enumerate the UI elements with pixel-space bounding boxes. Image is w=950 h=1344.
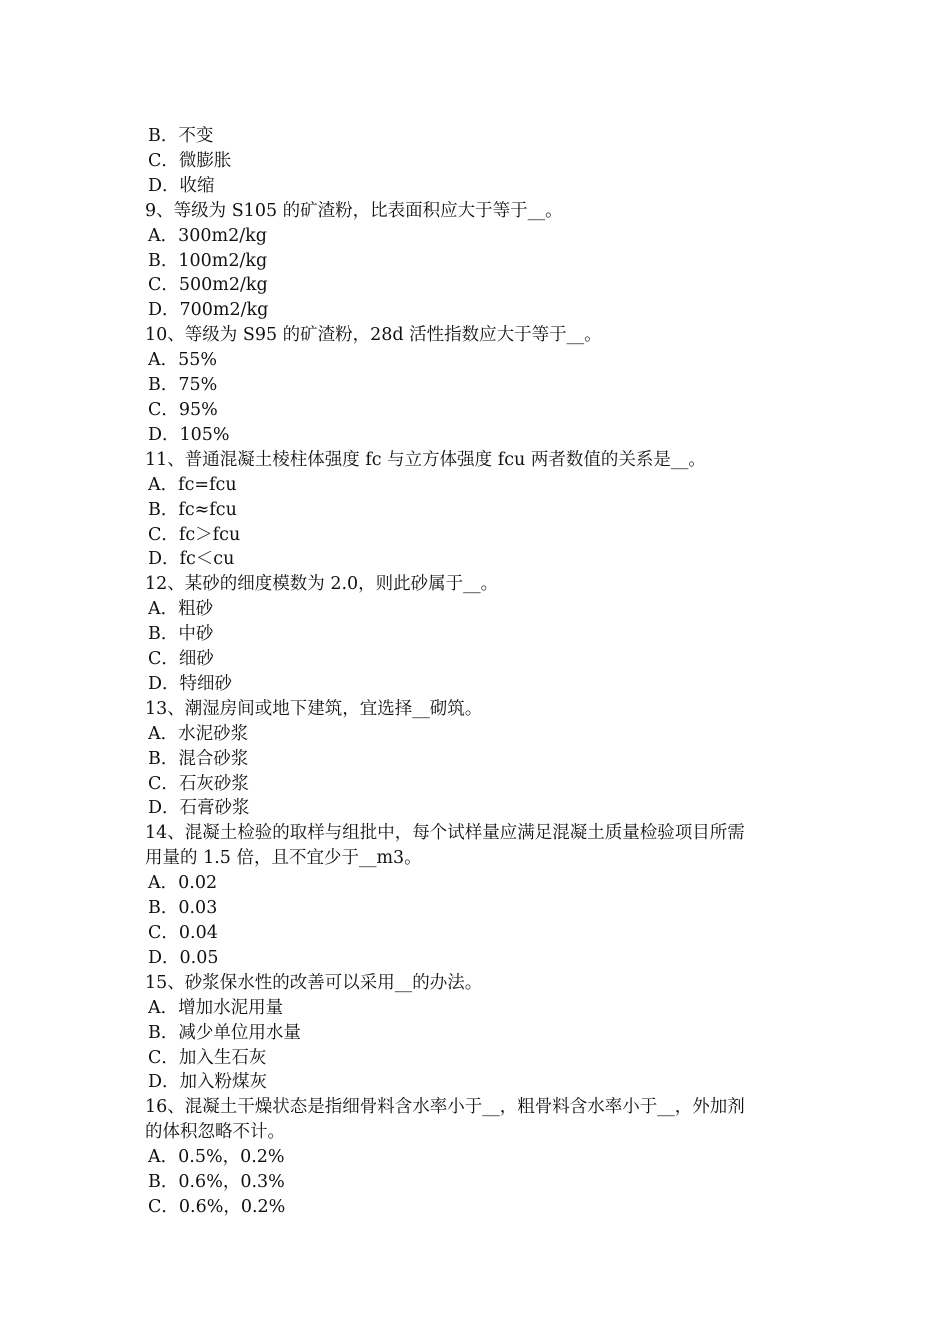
answer-option: C．微膨胀 (148, 150, 232, 171)
answer-option: C．500m2/kg (148, 275, 268, 296)
answer-option: C．细砂 (148, 649, 214, 670)
answer-option: C．石灰砂浆 (148, 773, 249, 794)
question-text: 15、砂浆保水性的改善可以采用__的办法。 (145, 972, 483, 993)
answer-option: A．增加水泥用量 (148, 997, 284, 1018)
answer-option: D．特细砂 (148, 673, 233, 694)
answer-option: B．中砂 (148, 624, 214, 645)
answer-option: B．75% (148, 375, 218, 396)
question-list (145, 124, 810, 1220)
answer-option: A．55% (148, 350, 218, 371)
question-text: 用量的 1.5 倍，且不宜少于__m3。 (145, 848, 422, 869)
answer-option: D．700m2/kg (148, 300, 269, 321)
answer-option: C．95% (148, 399, 218, 420)
answer-option: D．0.05 (148, 947, 219, 968)
answer-option: D．105% (148, 424, 230, 445)
answer-option: D．收缩 (148, 175, 215, 196)
answer-option: A．水泥砂浆 (148, 723, 249, 744)
question-text: 13、潮湿房间或地下建筑，宜选择__砌筑。 (145, 698, 483, 719)
answer-option: A．fc=fcu (148, 474, 237, 495)
question-text: 10、等级为 S95 的矿渣粉，28d 活性指数应大于等于__。 (145, 325, 602, 346)
answer-option: D．加入粉煤灰 (148, 1072, 268, 1093)
answer-option: A．粗砂 (148, 599, 214, 620)
answer-option: C．fc＞fcu (148, 524, 241, 545)
question-text: 14、混凝土检验的取样与组批中，每个试样量应满足混凝土质量检验项目所需 (145, 823, 745, 844)
answer-option: B．0.6%，0.3% (148, 1172, 285, 1193)
answer-option: C．0.6%，0.2% (148, 1196, 286, 1217)
answer-option: B．混合砂浆 (148, 748, 249, 769)
answer-option: A．0.5%，0.2% (148, 1147, 285, 1168)
question-text: 的体积忽略不计。 (145, 1122, 285, 1143)
question-text: 16、混凝土干燥状态是指细骨料含水率小于__，粗骨料含水率小于__，外加剂 (145, 1097, 745, 1118)
answer-option: D．石膏砂浆 (148, 798, 250, 819)
question-text: 12、某砂的细度模数为 2.0，则此砂属于__。 (145, 574, 499, 595)
answer-option: C．加入生石灰 (148, 1047, 267, 1068)
answer-option: B．100m2/kg (148, 250, 268, 271)
answer-option: A．0.02 (148, 873, 218, 894)
question-text: 9、等级为 S105 的矿渣粉，比表面积应大于等于__。 (145, 200, 563, 221)
answer-option: B．不变 (148, 126, 214, 146)
question-text: 11、普通混凝土棱柱体强度 fc 与立方体强度 fcu 两者数值的关系是__。 (145, 449, 706, 470)
answer-option: B．0.03 (148, 898, 218, 919)
answer-option: C．0.04 (148, 923, 218, 943)
answer-option: B．fc≈fcu (148, 499, 237, 520)
answer-option: B．减少单位用水量 (148, 1022, 301, 1043)
answer-option: D．fc＜cu (148, 549, 235, 570)
answer-option: A．300m2/kg (148, 225, 267, 246)
